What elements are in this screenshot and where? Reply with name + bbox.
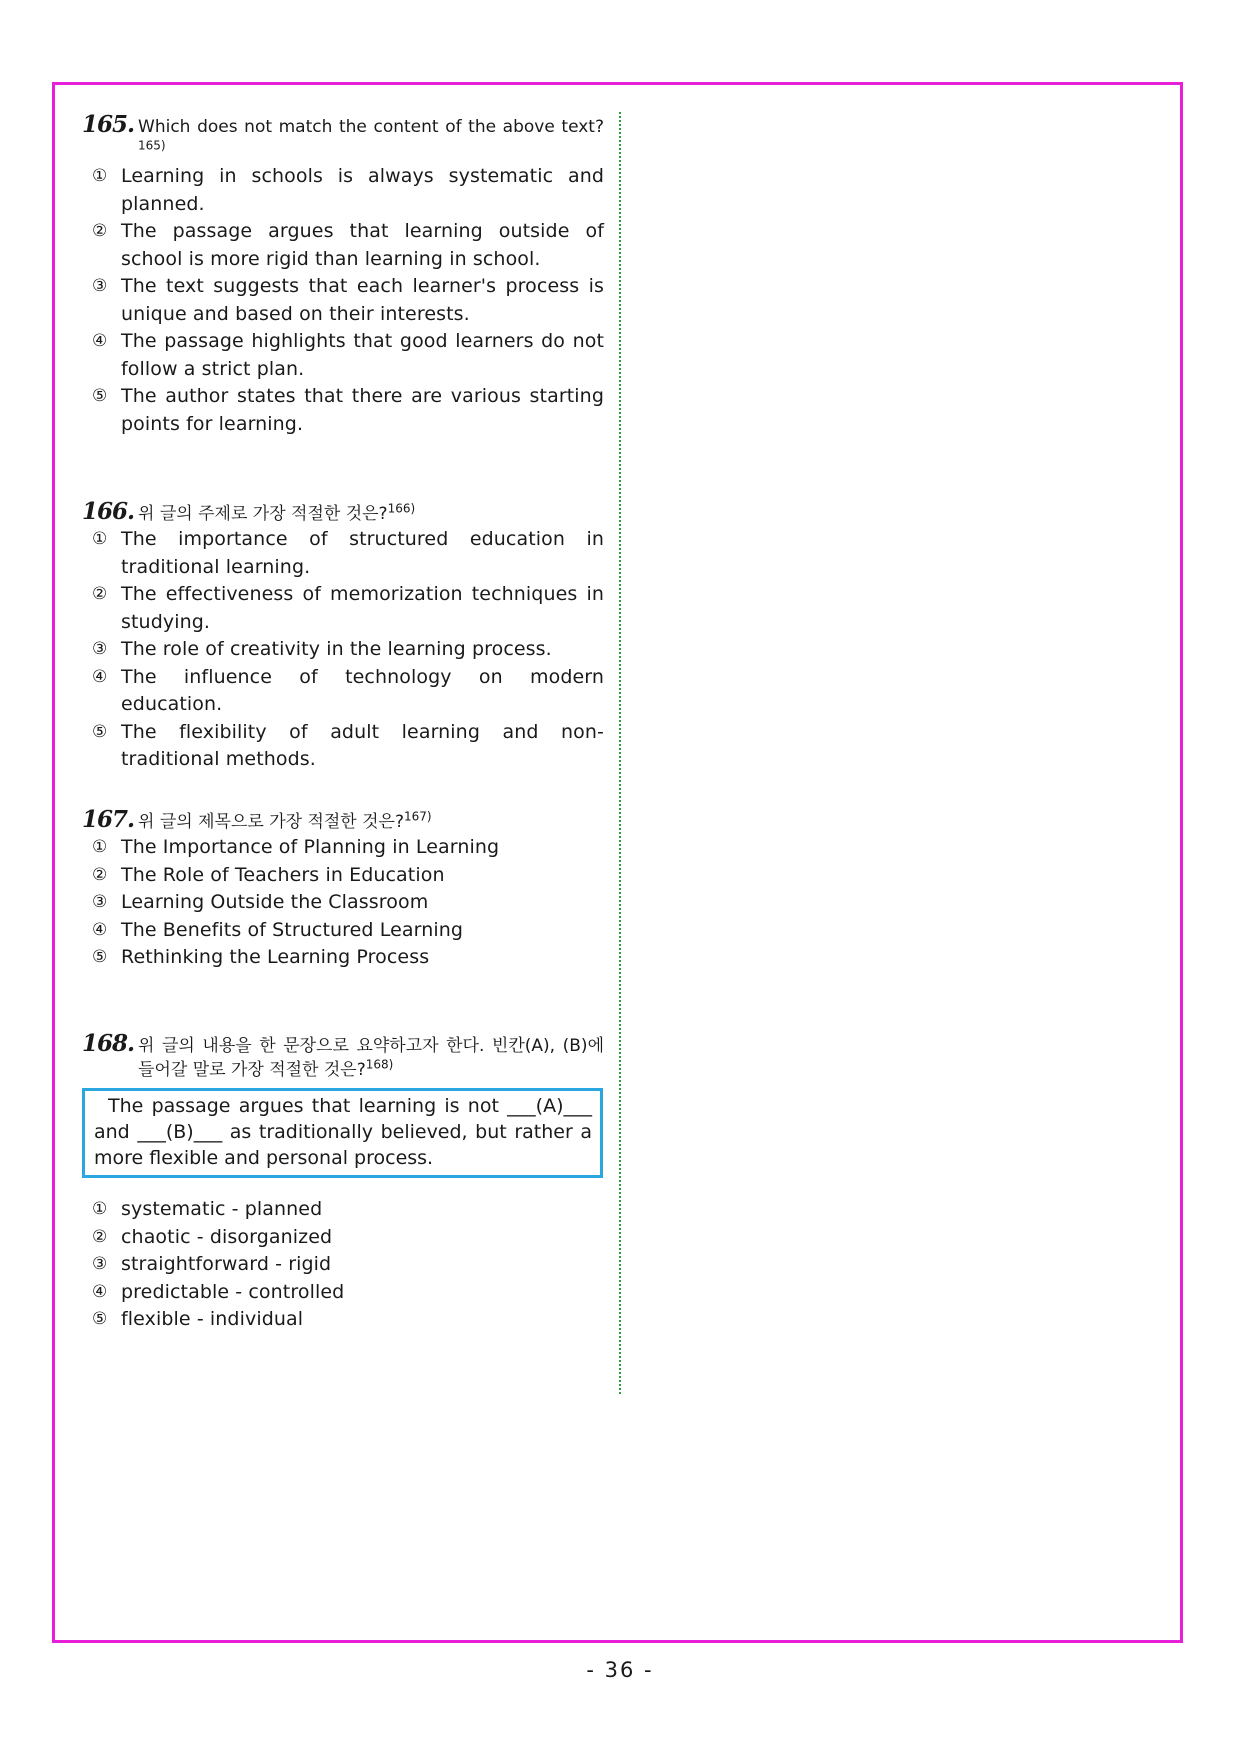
option-marker: ⑤: [92, 947, 108, 967]
option-marker: ④: [92, 1281, 108, 1302]
column-divider: [619, 112, 621, 1394]
footnote-ref: 166): [387, 501, 416, 516]
option[interactable]: [82, 917, 604, 945]
option[interactable]: [82, 1306, 604, 1334]
option-marker: ④: [92, 331, 108, 351]
question-prompt: 위 글의 제목으로 가장 적절한 것은?$^{167)}$: [138, 809, 432, 832]
option-list: [82, 526, 604, 774]
option-text: Learning Outside the Classroom: [121, 891, 429, 913]
question-number: 167.: [82, 806, 135, 833]
option-marker: ⑤: [92, 721, 108, 742]
option-text: flexible - individual: [121, 1308, 304, 1330]
option[interactable]: [82, 834, 604, 862]
option-text: The effectiveness of memorization techniques in studying.: [121, 583, 604, 633]
question-prompt: Which does not match the content of the above text?$^{165)}$: [138, 117, 604, 153]
option[interactable]: [82, 719, 604, 774]
option[interactable]: [82, 163, 604, 218]
option-marker: ②: [92, 1226, 108, 1247]
option-text: The influence of technology on modern education.: [121, 665, 604, 715]
option-marker: ②: [92, 584, 108, 604]
option-text: systematic - planned: [121, 1198, 323, 1220]
summary-box: The passage argues that learning is not ___(A)___ and ___(B)___ as traditionally believed, but rather a more flexible and personal process.: [82, 1088, 603, 1178]
option-text: predictable - controlled: [121, 1280, 345, 1303]
question-header: [82, 113, 604, 163]
question-number: 168.: [82, 1030, 135, 1057]
option-text: The Role of Teachers in Education: [121, 863, 445, 886]
option-text: The text suggests that each learner's process is unique and based on their interests.: [121, 275, 604, 325]
question-prompt: 위 글의 주제로 가장 적절한 것은?$^{166)}$: [138, 501, 416, 524]
option-marker: ①: [92, 1199, 108, 1219]
question-number: 166.: [82, 498, 135, 525]
option[interactable]: [82, 328, 604, 383]
option[interactable]: [82, 889, 604, 917]
option-text: chaotic - disorganized: [121, 1225, 333, 1248]
footnote-ref: 167): [403, 809, 432, 824]
option[interactable]: [82, 526, 604, 581]
question-168: [82, 1032, 604, 1334]
question-167: [82, 808, 604, 972]
question-number: 165.: [82, 111, 135, 138]
option-text: The Importance of Planning in Learning: [121, 836, 500, 858]
question-header: [82, 500, 604, 526]
option[interactable]: [82, 218, 604, 273]
option-marker: ①: [92, 166, 108, 186]
page-number: - 36 -: [586, 1658, 654, 1682]
option-text: The role of creativity in the learning process.: [121, 638, 552, 660]
option-marker: ④: [92, 919, 108, 940]
option[interactable]: [82, 1251, 604, 1279]
option-text: The flexibility of adult learning and non-traditional methods.: [121, 720, 604, 770]
option-marker: ④: [92, 666, 108, 687]
question-header: [82, 808, 604, 834]
option-text: The importance of structured education in traditional learning.: [121, 528, 604, 578]
option[interactable]: [82, 636, 604, 664]
option-text: The Benefits of Structured Learning: [121, 918, 464, 941]
option[interactable]: [82, 383, 604, 438]
option-text: straightforward - rigid: [121, 1253, 332, 1275]
option-text: Rethinking the Learning Process: [121, 946, 430, 968]
option-marker: ②: [92, 221, 108, 241]
option-text: The passage argues that learning outside of school is more rigid than learning in school.: [121, 220, 604, 270]
option-list: [82, 163, 604, 438]
question-header: [82, 1032, 604, 1082]
option[interactable]: [82, 1279, 604, 1307]
option[interactable]: [82, 1224, 604, 1252]
option-marker: ③: [92, 276, 108, 296]
option-text: Learning in schools is always systematic and planned.: [121, 165, 604, 215]
option-list: [82, 834, 604, 972]
question-165: [82, 113, 604, 438]
option-text: The passage highlights that good learners do not follow a strict plan.: [121, 330, 604, 380]
option[interactable]: [82, 862, 604, 890]
footnote-ref: 165): [138, 138, 166, 153]
option-marker: ③: [92, 1254, 108, 1274]
option-list: [82, 1196, 604, 1334]
option-marker: ③: [92, 892, 108, 912]
option-text: The author states that there are various starting points for learning.: [121, 385, 604, 435]
option[interactable]: [82, 273, 604, 328]
option-marker: ⑤: [92, 386, 108, 406]
option-marker: ③: [92, 639, 108, 659]
option-marker: ⑤: [92, 1309, 108, 1329]
question-166: [82, 500, 604, 774]
option-marker: ①: [92, 837, 108, 857]
option-marker: ①: [92, 529, 108, 549]
option[interactable]: [82, 1196, 604, 1224]
footnote-ref: 168): [365, 1057, 394, 1072]
option[interactable]: [82, 944, 604, 972]
option[interactable]: [82, 581, 604, 636]
question-prompt: 위 글의 내용을 한 문장으로 요약하고자 한다. 빈칸(A), (B)에 들어갈 말로 가장 적절한 것은?$^{168)}$: [138, 1036, 604, 1080]
option[interactable]: [82, 664, 604, 719]
option-marker: ②: [92, 864, 108, 885]
